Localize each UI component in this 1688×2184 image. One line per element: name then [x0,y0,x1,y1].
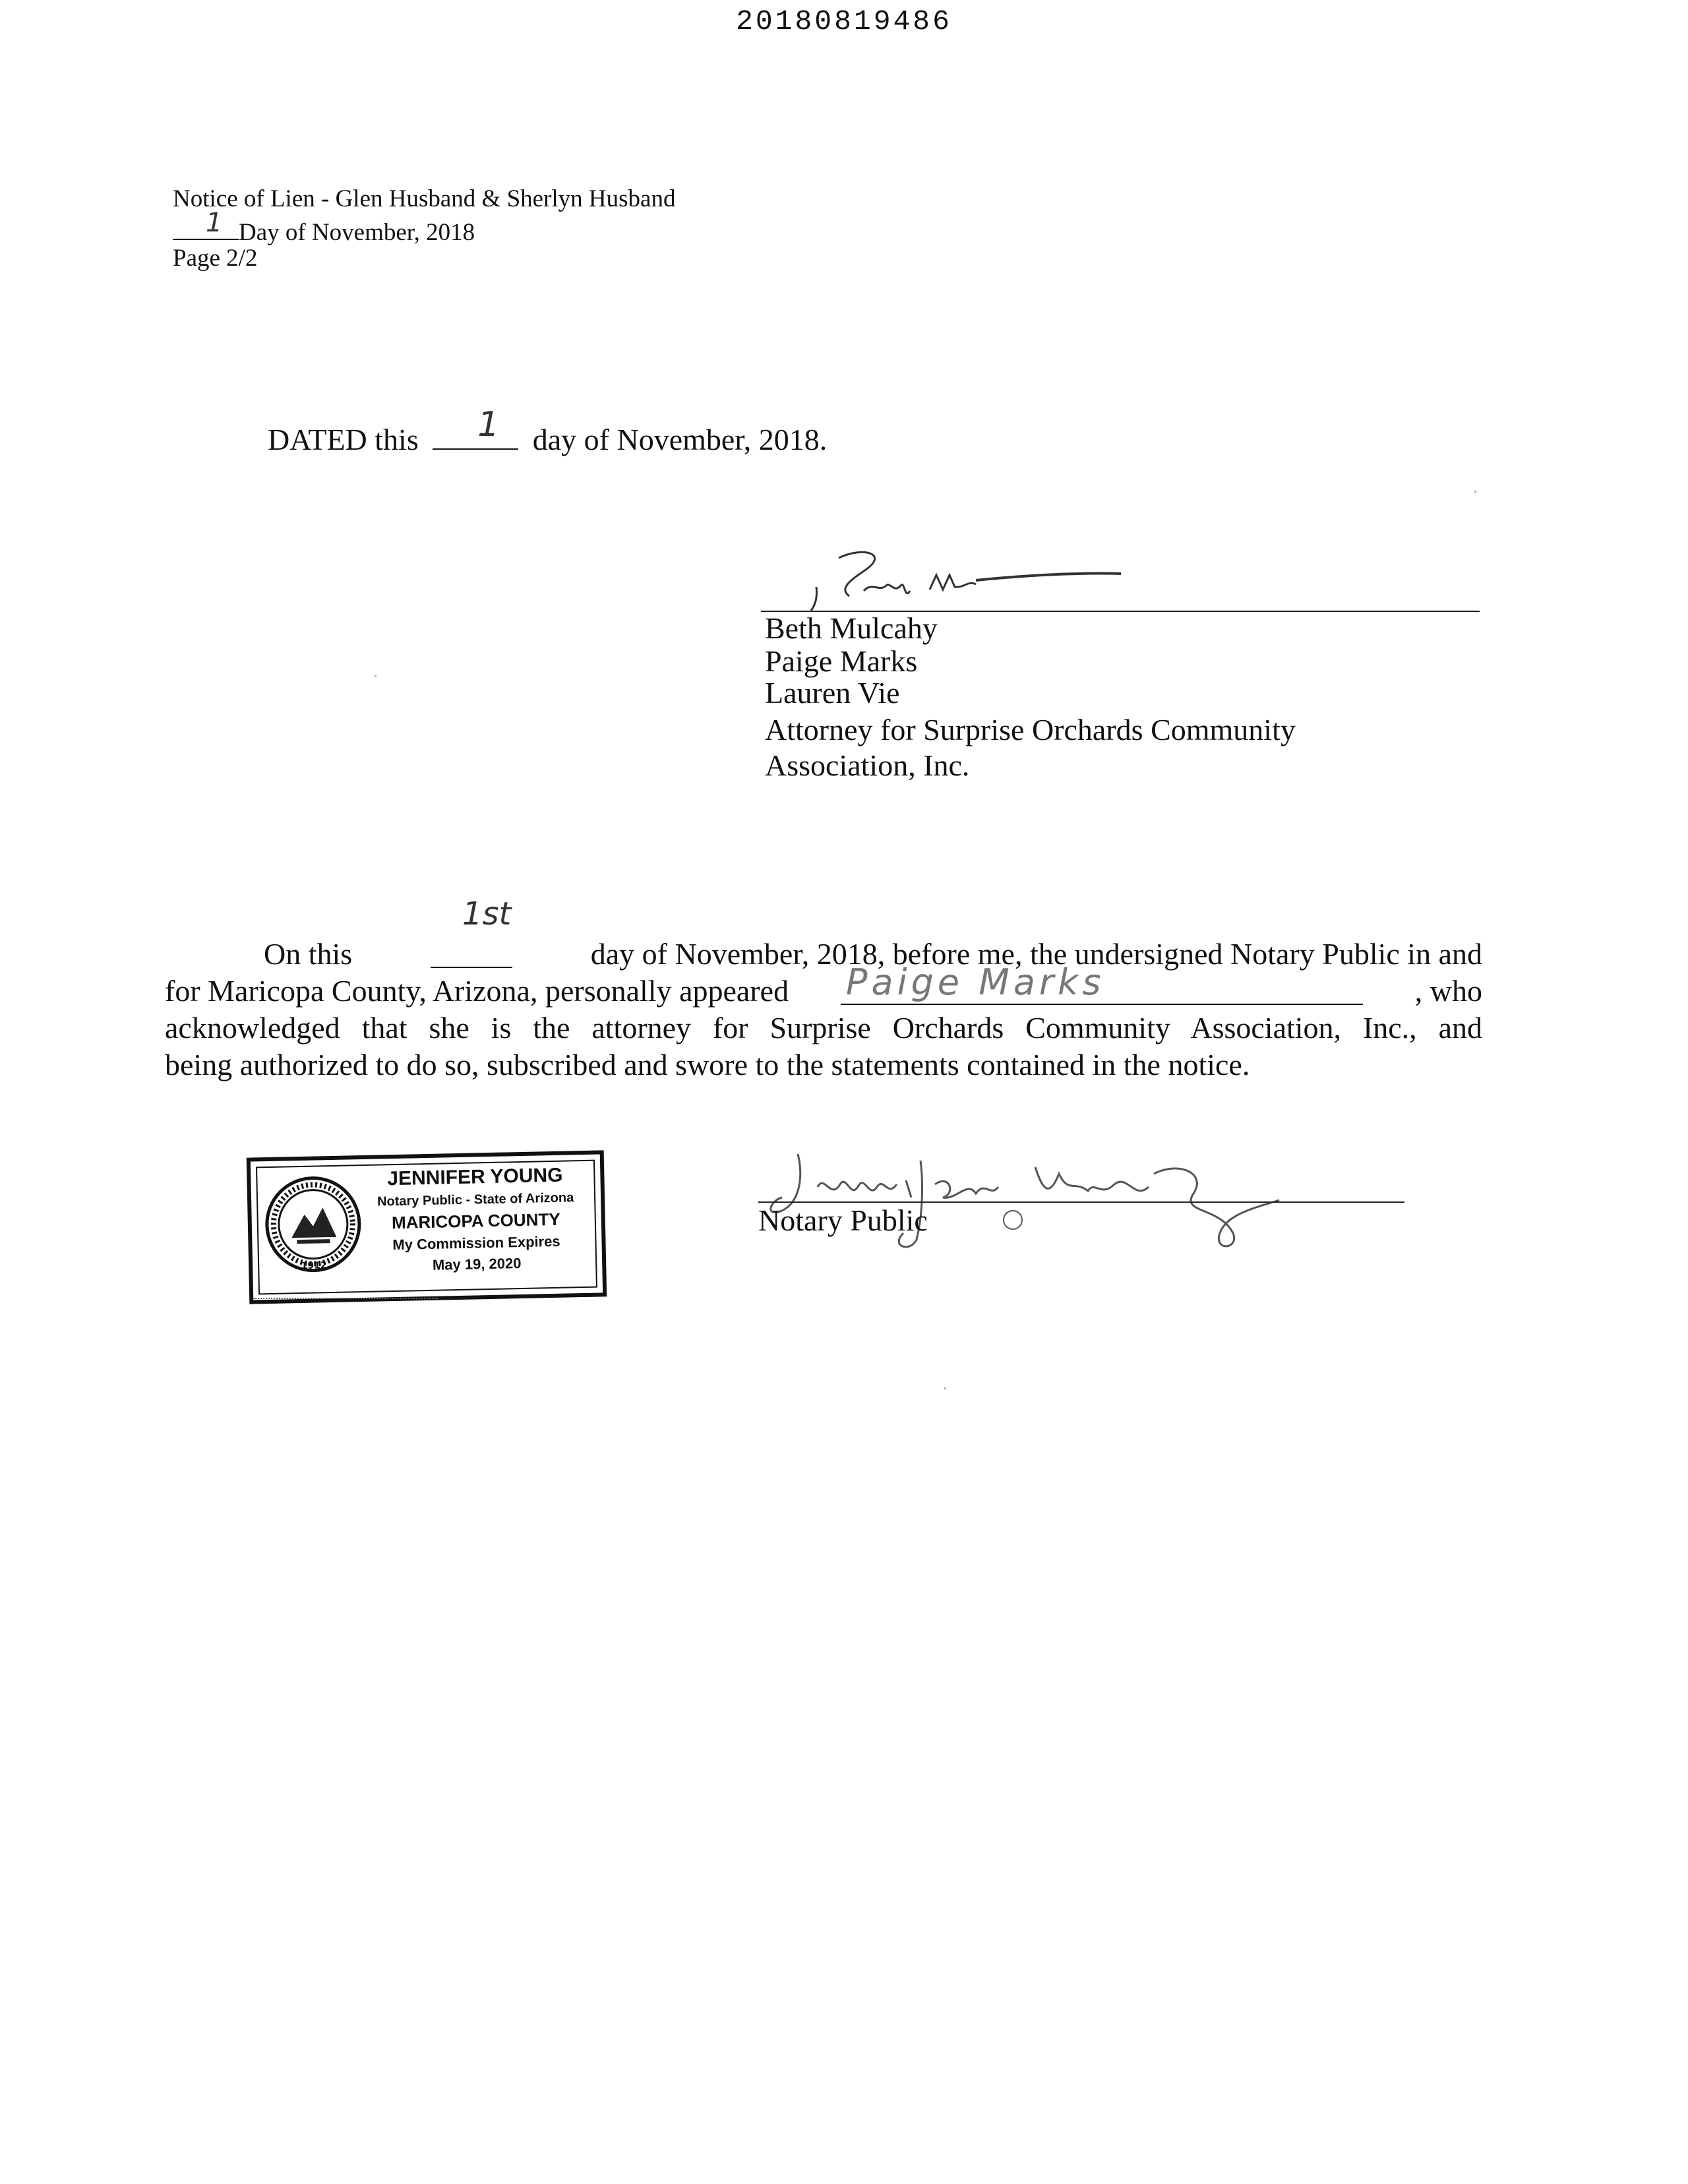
scan-speck [375,675,377,677]
dated-day-blank [433,405,518,450]
acknowledgment-line-2 [165,961,1482,1008]
header-day-blank [173,208,239,240]
seal-year: 1912 [301,1260,327,1271]
attorney-title-1: Attorney for Surprise Orchards Community [765,713,1296,746]
stamp-commission: My Commission Expires [392,1232,560,1254]
stamp-state: Notary Public - State of Arizona [377,1190,574,1209]
notary-stamp [247,1150,607,1304]
dated-prefix: DATED this [268,423,419,456]
ack-prefix: On this [264,937,353,971]
attorney-name-1: Beth Mulcahy [765,611,938,645]
stamp-expires: May 19, 2020 [432,1255,522,1273]
header-date [173,208,475,247]
acknowledgment-line-4: being authorized to do so, subscribed and swore to the statements contained in the notice. [165,1048,1250,1081]
header-title: Notice of Lien - Glen Husband & Sherlyn Husband [173,185,676,212]
scan-speck [944,1387,946,1389]
dated-day-handwritten: 1 [477,405,500,444]
scan-speck [1474,491,1476,493]
dated-suffix: day of November, 2018. [532,423,828,456]
stamp-name: JENNIFER YOUNG [387,1164,563,1190]
ack-name-blank [841,961,1363,1005]
header-day-handwritten: 1 [206,208,223,238]
ack-line2-suffix: , who [1414,974,1482,1008]
header-page: Page 2/2 [173,245,258,272]
stamp-county: MARICOPA COUNTY [391,1209,560,1233]
acknowledgment-line-3: acknowledged that she is the attorney for Surprise Orchards Community Association, Inc., and [165,1011,1482,1045]
document-number: 20180819486 [736,5,952,38]
ack-day-handwritten: 1st [462,895,512,932]
ack-day-blank [431,895,512,968]
ack-appeared-name-handwritten: Paige Marks [845,961,1105,1003]
arizona-seal-icon [262,1174,363,1275]
ack-line2-prefix: for Maricopa County, Arizona, personally appeared [165,974,789,1008]
stamp-underline-noise [253,1298,438,1299]
dated-line [268,405,828,457]
attorney-name-2: Paige Marks [765,644,918,678]
notary-label: Notary Public [758,1203,928,1237]
header-date-text: Day of November, 2018 [239,219,475,246]
attorney-name-3: Lauren Vie [765,676,900,710]
attorney-title-2: Association, Inc. [765,748,970,782]
attorney-signature [791,528,1134,613]
ack-line1-suffix: day of November, 2018, before me, the undersigned Notary Public in and [590,937,1482,971]
